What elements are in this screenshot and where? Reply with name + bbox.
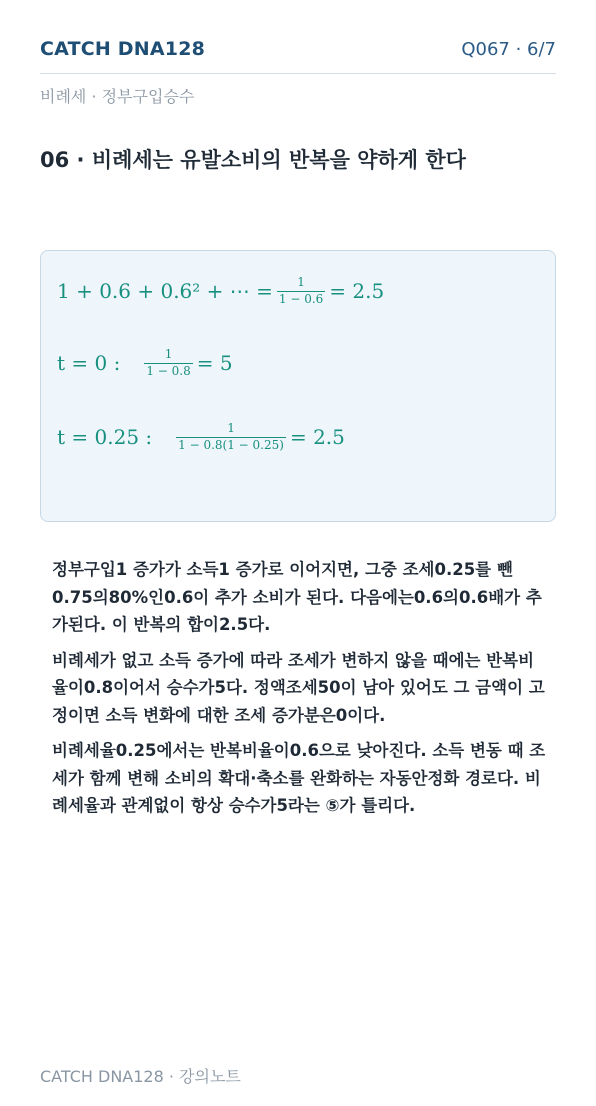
paragraph-1: 정부구입1 증가가 소득1 증가로 이어지면, 그중 조세0.25를 뺀 0.75의80%인0.6이 추가 소비가 된다. 다음에는0.6의0.6배가 추가된다. 이 반복의 합이2.5다. — [52, 560, 542, 634]
formula-row-series-sum — [57, 269, 384, 313]
formula-row-t025 — [57, 415, 345, 459]
fraction-numerator: 1 — [227, 421, 235, 436]
fraction-numerator: 1 — [164, 347, 173, 362]
formula-label: t = 0.25 : — [57, 425, 153, 449]
formula-row-t0 — [57, 341, 233, 385]
page-title: 06 · 비례세는 유발소비의 반복을 약하게 한다 — [40, 148, 466, 172]
fraction-numerator: 1 — [297, 275, 305, 290]
formula-label: t = 0 : — [57, 351, 121, 375]
paragraph-3: 비례세율0.25에서는 반복비율이0.6으로 낮아진다. 소득 변동 때 조세가 함께 변해 소비의 확대·축소를 완화하는 자동안정화 경로다. 비례세율과 관계없이 항상 승수가5라는 ⑤가 틀리다. — [52, 741, 546, 815]
formula-box — [40, 250, 556, 522]
formula-rhs: = 5 — [196, 351, 233, 375]
footer-label: CATCH DNA128 · 강의노트 — [40, 1067, 241, 1086]
formula-lhs: 1 + 0.6 + 0.6² + ⋯ = — [57, 279, 273, 303]
header — [40, 36, 556, 74]
fraction-denominator: 1 − 0.8 — [146, 363, 191, 378]
formula-fraction — [176, 422, 286, 451]
section-subtitle: 비례세 · 정부구입승수 — [40, 87, 195, 106]
explanation-body — [52, 556, 548, 828]
formula-rhs: = 2.5 — [329, 279, 385, 303]
fraction-denominator: 1 − 0.6 — [278, 291, 324, 306]
fraction-denominator: 1 − 0.8(1 − 0.25) — [178, 437, 284, 452]
brand-label: CATCH DNA128 — [40, 38, 206, 60]
formula-rhs: = 2.5 — [289, 425, 345, 449]
formula-fraction — [277, 276, 325, 305]
formula-fraction — [144, 348, 192, 377]
paragraph-2: 비례세가 없고 소득 증가에 따라 조세가 변하지 않을 때에는 반복비율이0.8이어서 승수가5다. 정액조세50이 남아 있어도 그 금액이 고정이면 소득 변화에 대한 조세 증가분은0이다. — [52, 650, 545, 725]
question-counter: Q067 · 6/7 — [461, 39, 556, 60]
